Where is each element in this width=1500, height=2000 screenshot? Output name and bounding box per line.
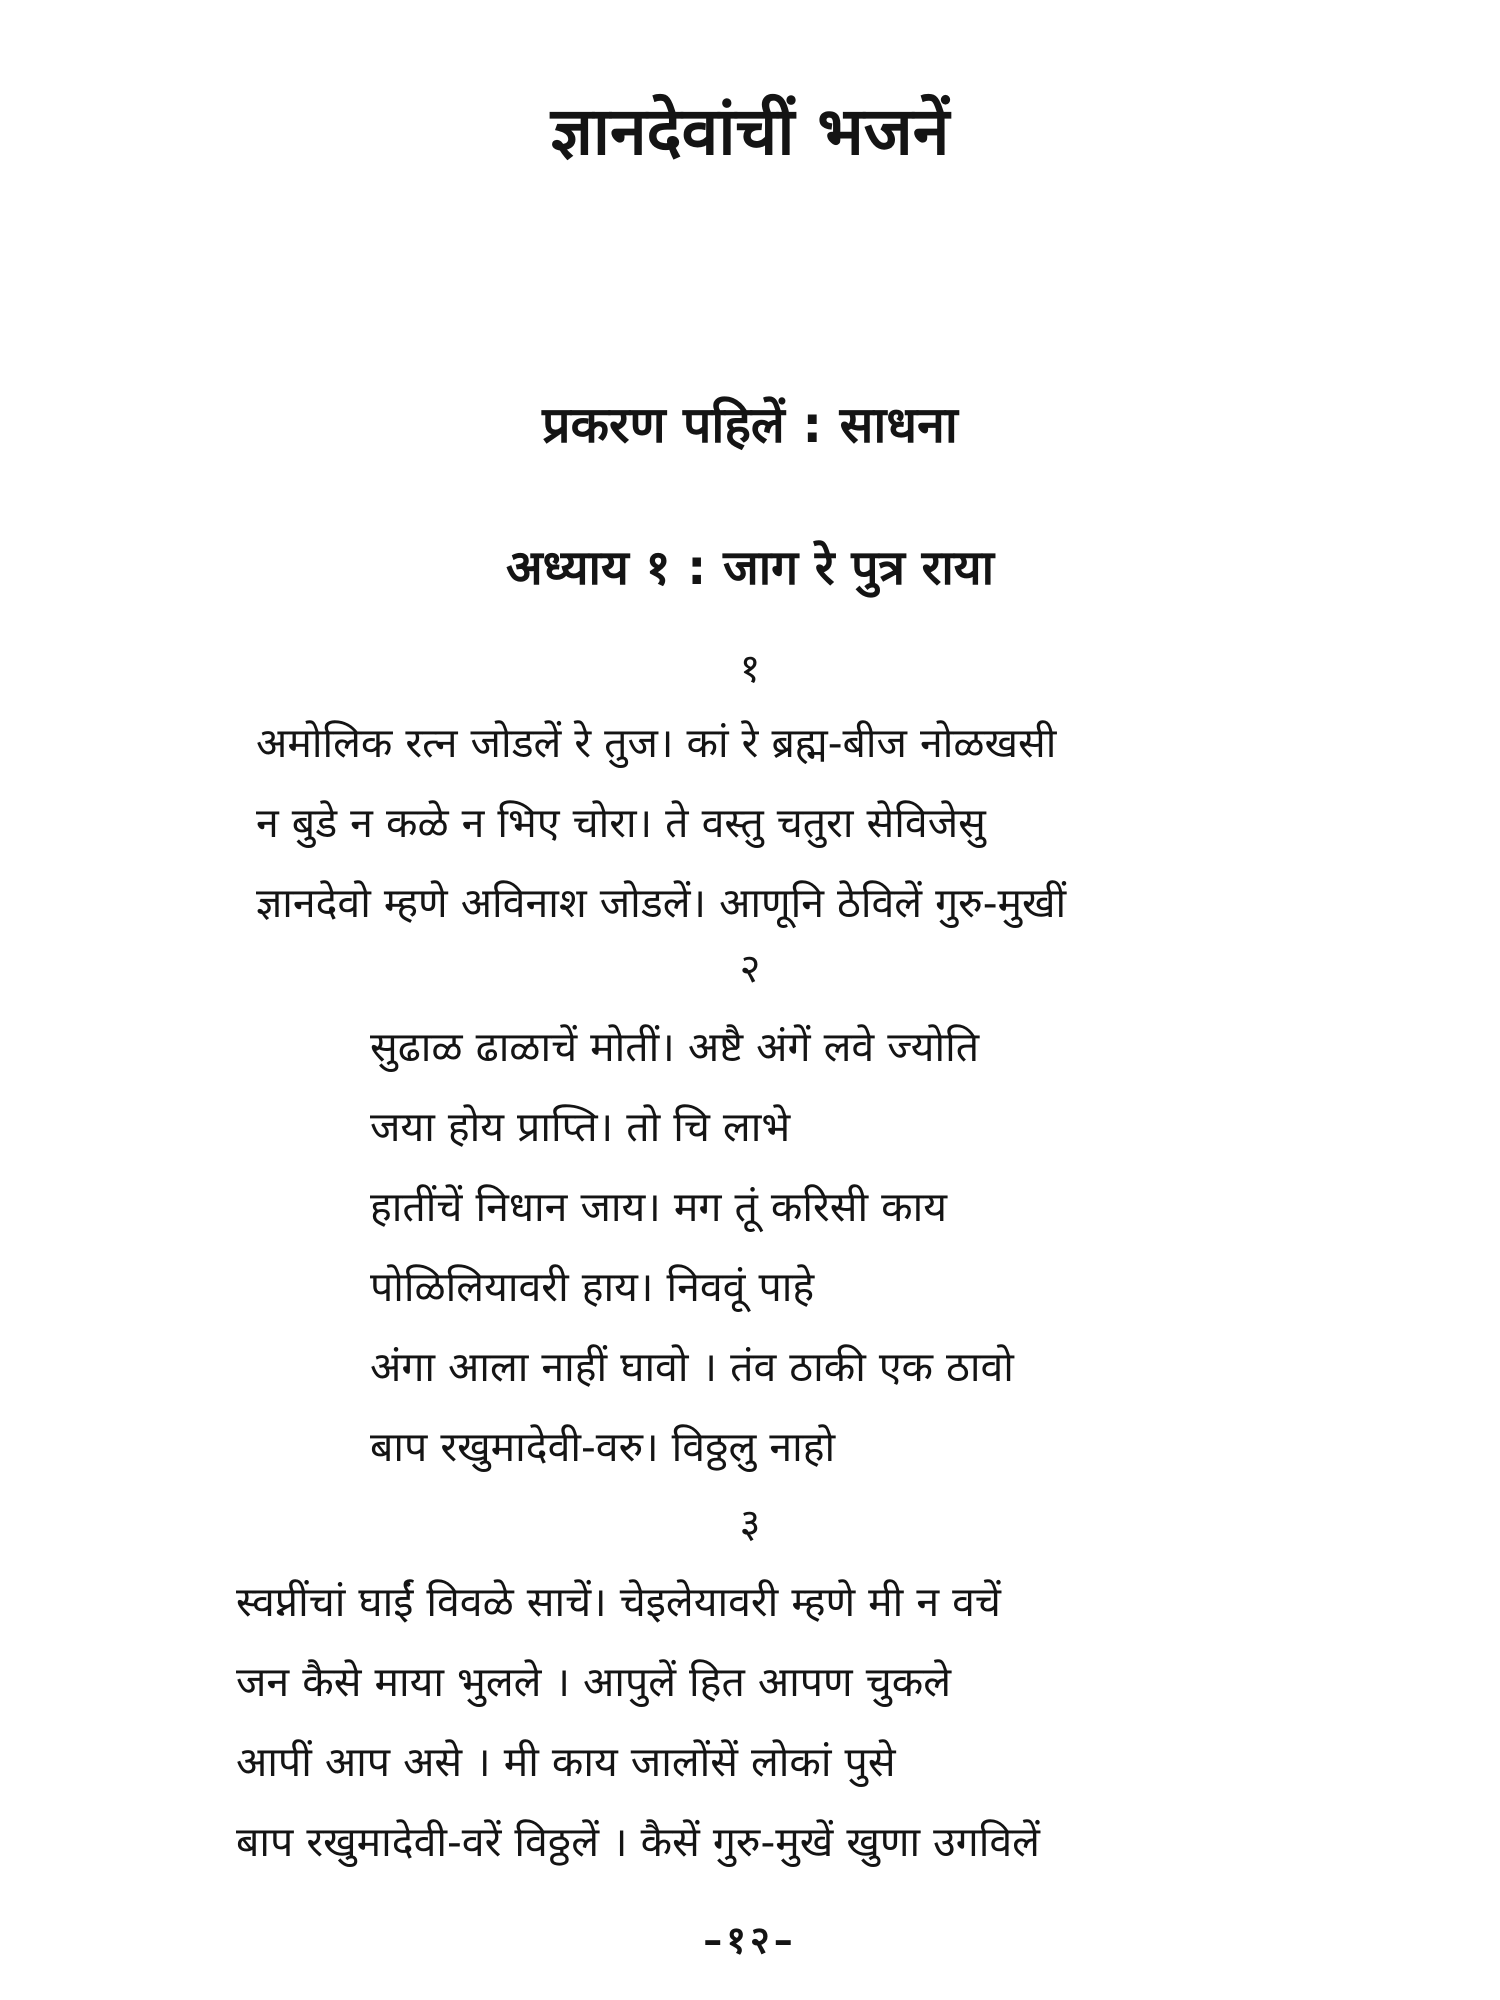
poem-3-stanza [236,1562,1040,1882]
poem-line: बाप रखुमादेवी-वरु। विठ्ठलु नाहो [370,1423,836,1471]
poem-1-stanza [256,703,1066,943]
poem-number-3: ३ [739,1501,761,1547]
poem-line: ज्ञानदेवो म्हणे अविनाश जोडलें। आणूनि ठेविलें गुरु-मुखीं [256,879,1067,927]
poem-line: स्वप्नींचां घाईं विवळे साचें। चेइलेयावरी म्हणे मी न वचें [236,1578,1001,1626]
poem-2-stanza [370,1007,1014,1487]
poem-line: बाप रखुमादेवी-वरें विठ्ठलें । कैसें गुरु-मुखें खुणा उगविलें [236,1818,1040,1866]
page-number: –१२– [703,1918,797,1962]
poem-line: जया होय प्राप्ति। तो चि लाभे [370,1103,791,1151]
section-title: अध्याय १ : जाग रे पुत्र राया [505,540,995,596]
poem-number-2: २ [739,946,761,992]
poem-line: पोळिलियावरी हाय। निववूं पाहे [370,1263,815,1311]
poem-line: न बुडे न कळे न भिए चोरा। ते वस्तु चतुरा सेविजेसु [256,799,986,847]
poem-line: जन कैसे माया भुलले । आपुलें हित आपण चुकले [236,1658,952,1706]
poem-number-1: १ [739,646,761,692]
poem-line: अंगा आला नाहीं घावो । तंव ठाकी एक ठावो [370,1343,1014,1391]
poem-line: आपीं आप असे । मी काय जालोंसें लोकां पुसे [236,1738,896,1786]
book-title: ज्ञानदेवांचीं भजनें [550,93,950,170]
poem-line: अमोलिक रत्न जोडलें रे तुज। कां रे ब्रह्म-बीज नोळखसी [256,719,1057,767]
chapter-title: प्रकरण पहिलें : साधना [542,396,958,454]
poem-line: सुढाळ ढाळाचें मोतीं। अष्टै अंगें लवे ज्योति [370,1023,980,1071]
poem-line: हातींचें निधान जाय। मग तूं करिसी काय [370,1183,948,1231]
